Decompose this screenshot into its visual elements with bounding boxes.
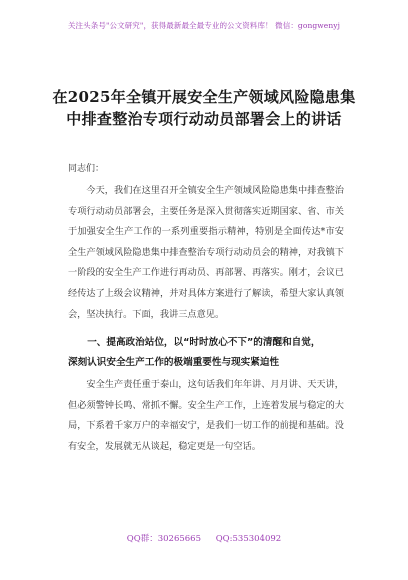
section-1-heading	[68, 333, 348, 373]
footer-contact	[0, 532, 408, 544]
header-promo-note: 关注头条号"公文研究"，获得最新最全最专业的公文资料库！ 微信：gongwenyj	[67, 21, 341, 30]
paragraph-section-1: 安全生产责任重于泰山，这句话我们年年讲、月月讲、天天讲，但必须警钟长鸣、常抓不懈。安全生产工作，上连着发展与稳定的大局，下系着千家万户的幸福安宁，是我们一切工作的前提和基础。没有安全，发展就无从谈起，稳定更是一句空话。	[68, 379, 344, 452]
document-title	[40, 86, 368, 130]
salutation: 同志们：	[68, 164, 105, 174]
paragraph-intro: 今天，我们在这里召开全镇安全生产领域风险隐患集中排查整治专项行动动员部署会，主要任务是深入贯彻落实近期国家、省、市关于加强安全生产工作的一系列重要指示精神，特别是全面传达*市安全生产领域风险隐患集中排查整治专项行动动员会的精神，对我镇下一阶段的安全生产工作进行再动员、再部署、再落实。刚才，会议已经传达了上级会议精神，并对具体方案进行了解读，希望大家认真领会，坚决执行。下面，我讲三点意见。	[68, 185, 344, 320]
section-1-heading-line-1: 一、提高政治站位，以“时时放心不下”的清醒和自觉，	[87, 337, 321, 348]
title-line-1: 在2025年全镇开展安全生产领域风险隐患集	[52, 88, 356, 106]
footer-qq-group: QQ群：30265665	[126, 534, 201, 544]
section-1-heading-line-2: 深刻认识安全生产工作的极端重要性与现实紧迫性	[68, 357, 280, 368]
footer-qq-number: QQ:535304092	[215, 534, 282, 544]
title-line-2: 中排查整治专项行动动员部署会上的讲话	[66, 110, 342, 128]
